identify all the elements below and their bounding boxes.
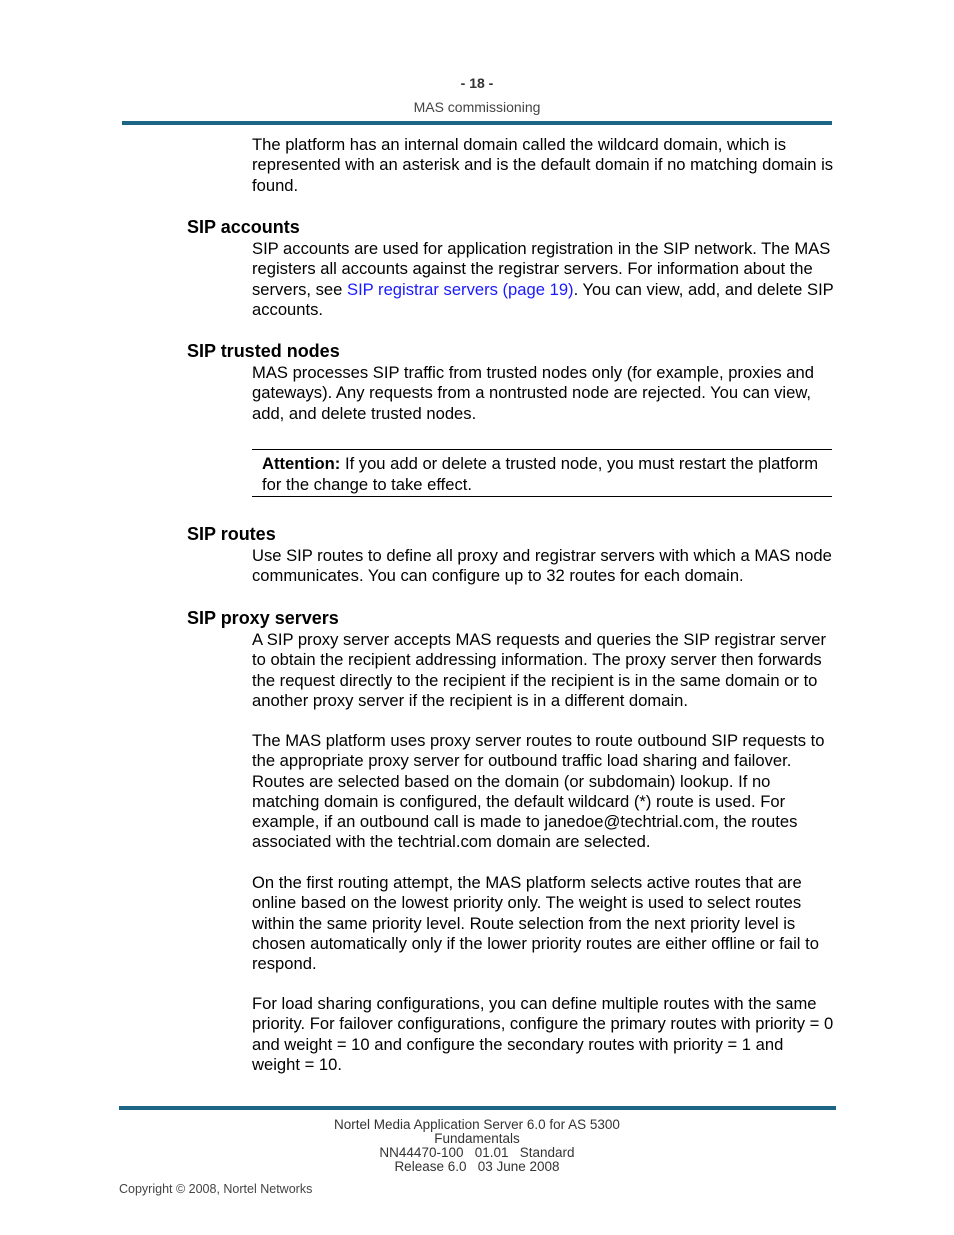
copyright: Copyright © 2008, Nortel Networks — [119, 1182, 313, 1196]
intro-paragraph: The platform has an internal domain called the wildcard domain, which is represented with an asterisk and is the default domain if no matching domain is found. — [252, 135, 834, 195]
proxy-paragraph-3: On the first routing attempt, the MAS platform selects active routes that are online based on the lowest priority only. The weight is used to select routes within the same priority level. Route selection from the next priority level is chosen automatically only if the lower priority routes are either offline or fail to respond. — [252, 873, 819, 974]
attention-text-block — [262, 454, 832, 495]
attention-message: If you add or delete a trusted node, you must restart the platform for the change to take effect. — [262, 454, 819, 494]
proxy-paragraph-1: A SIP proxy server accepts MAS requests and queries the SIP registrar server to obtain the recipient addressing information. The proxy server then forwards the request directly to the recipient if the recipient is in the same domain or to another proxy server if the recipient is in a different domain. — [252, 630, 826, 710]
heading-sip-routes: SIP routes — [187, 524, 276, 544]
header-divider — [122, 121, 832, 125]
attention-box — [252, 449, 832, 497]
proxy-paragraph-2: The MAS platform uses proxy server routes to route outbound SIP requests to the appropriate proxy server for outbound traffic load sharing and failover. Routes are selected based on the domain (or subdomain) lookup. If no matching domain is configured, the default wildcard (*) route is used. For example, if an outbound call is made to janedoe@techtrial.com, the routes associated with the techtrial.com domain are selected. — [252, 731, 825, 852]
sip-routes-paragraph: Use SIP routes to define all proxy and registrar servers with which a MAS node communicates. You can configure up to 32 routes for each domain. — [252, 546, 832, 586]
sip-accounts-text-end: . You can view, add, and delete SIP accounts. — [252, 279, 834, 319]
attention-label: Attention: — [262, 454, 341, 473]
heading-sip-proxy-servers: SIP proxy servers — [187, 608, 339, 628]
footer-doc-number: NN44470-100 01.01 Standard — [379, 1145, 575, 1160]
footer-release: Release 6.0 03 June 2008 — [394, 1159, 560, 1174]
proxy-paragraph-4: For load sharing configurations, you can define multiple routes with the same priority. For failover configurations, configure the primary routes with priority = 0 and weight = 10 and configure the secondary routes with priority = 1 and weight = 10. — [252, 994, 834, 1074]
page-number: - 18 - — [460, 75, 494, 91]
sip-accounts-paragraph — [252, 239, 834, 320]
section-title: MAS commissioning — [413, 99, 541, 115]
footer-divider — [119, 1106, 836, 1110]
heading-sip-accounts: SIP accounts — [187, 217, 300, 237]
footer-doc-title: Fundamentals — [434, 1131, 520, 1146]
sip-accounts-text: SIP accounts are used for application registration in the SIP network. The MAS registers all accounts against the registrar servers. For information about the servers, see — [252, 239, 831, 299]
footer-product: Nortel Media Application Server 6.0 for AS 5300 — [334, 1117, 620, 1132]
heading-sip-trusted-nodes: SIP trusted nodes — [187, 341, 340, 361]
sip-trusted-nodes-paragraph: MAS processes SIP traffic from trusted nodes only (for example, proxies and gateways). Any requests from a nontrusted node are rejected. You can view, add, and delete trusted nodes. — [252, 363, 814, 423]
footer-info — [0, 1118, 954, 1174]
sip-registrar-servers-link[interactable]: SIP registrar servers (page 19) — [347, 279, 574, 299]
